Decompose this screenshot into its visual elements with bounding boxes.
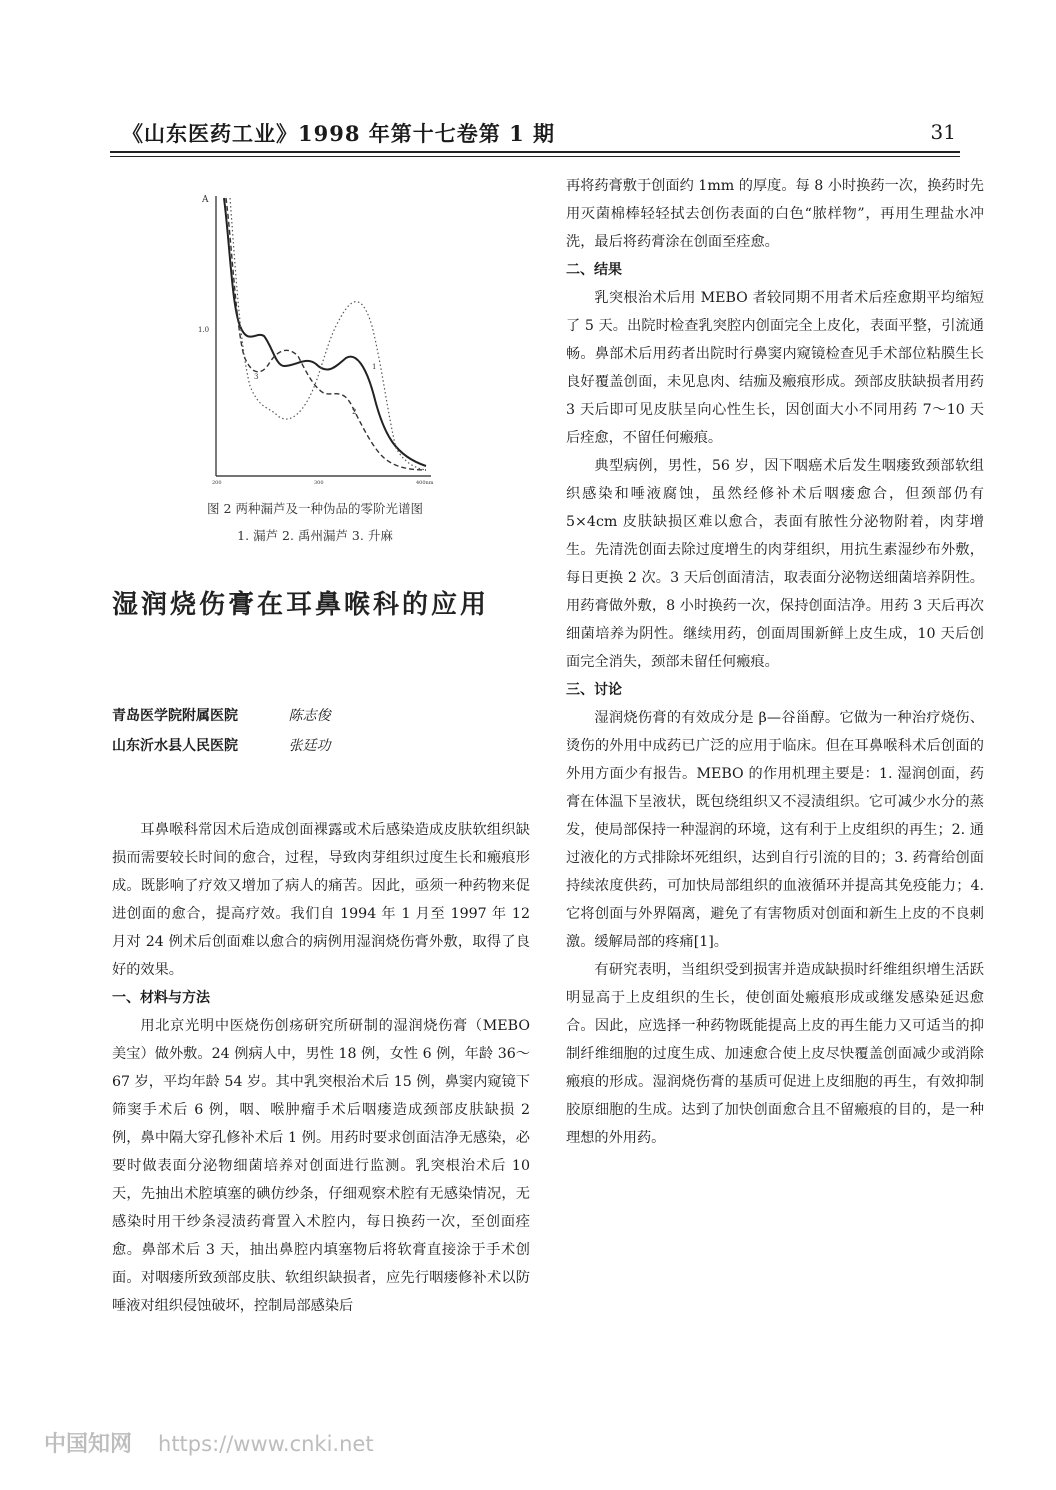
- section-heading-methods: 一、材料与方法: [112, 990, 210, 1006]
- header-rule-thick: [110, 151, 960, 153]
- x-tick-label-3: 400nm: [416, 480, 434, 486]
- section-heading-discussion: 三、讨论: [566, 682, 622, 698]
- curve-1-series: [224, 198, 426, 466]
- cnki-url: https://www.cnki.net: [158, 1432, 374, 1456]
- caption-title: 图 2 两种漏芦及一种伪品的零阶光谱图: [207, 501, 423, 516]
- closing-paragraph: 有研究表明，当组织受到损害并造成缺损时纤维组织增生活跃明显高于上皮组织的生长，使创面处瘢痕形成或继发感染延迟愈合。因此，应选择一种药物既能提高上皮的再生能力又可适当的抑制纤维细胞的过度生成、加速愈合使上皮尽快覆盖创面减少或消除瘢痕的形成。湿润烧伤膏的基质可促进上皮细胞的再生，有效抑制胶原细胞的生成。达到了加快创面愈合且不留瘢痕的目的，是一种理想的外用药。: [566, 962, 984, 1146]
- curve-3-series: [230, 198, 426, 470]
- y-tick-label: 1.0: [198, 326, 210, 334]
- curve-label-2: 2: [352, 408, 357, 416]
- results-paragraph: 乳突根治术后用 MEBO 者较同期不用者术后痊愈期平均缩短了 5 天。出院时检查乳突腔内创面完全上皮化，表面平整，引流通畅。鼻部术后用药者出院时行鼻窦内窥镜检查见手术部位粘膜生长良好覆盖创面，未见息肉、结痂及瘢痕形成。颈部皮肤缺损者用药 3 天后即可见皮肤呈向心性生长，因创面大小不同用药 7～10 天后痊愈，不留任何瘢痕。: [566, 290, 984, 446]
- author-affiliation: 青岛医学院附属医院: [112, 708, 238, 724]
- spectrum-figure: [196, 186, 436, 486]
- curve-label-3: 3: [254, 373, 259, 381]
- cnki-watermark: [44, 1427, 374, 1458]
- article-title: 湿润烧伤膏在耳鼻喉科的应用: [112, 590, 490, 620]
- author-name: 张廷功: [288, 738, 331, 754]
- journal-citation: 《山东医药工业》1998 年第十七卷第 1 期: [122, 121, 555, 146]
- author-affiliation: 山东沂水县人民医院: [112, 738, 238, 754]
- left-column: [112, 816, 530, 1320]
- intro-paragraph: 耳鼻喉科常因术后造成创面裸露或术后感染造成皮肤软组织缺损而需要较长时间的愈合，过程，导致肉芽组织过度生长和瘢痕形成。既影响了疗效又增加了病人的痛苦。因此，亟须一种药物来促进创面的愈合，提高疗效。我们自 1994 年 1 月至 1997 年 12 月对 24 例术后创面难以愈合的病例用湿润烧伤膏外敷，取得了良好的效果。: [112, 822, 530, 978]
- x-tick-label-2: 300: [314, 480, 324, 486]
- cnki-logo-text: 中国知网: [44, 1432, 133, 1457]
- figure-caption: [150, 495, 480, 549]
- discussion-paragraph: 湿润烧伤膏的有效成分是 β—谷甾醇。它做为一种治疗烧伤、烫伤的外用中成药已广泛的应用于临床。但在耳鼻喉科术后创面的外用方面少有报告。MEBO 的作用机理主要是：1. 湿润创面，药膏在体温下呈液状，既包绕组织又不浸渍组织。它可减少水分的蒸发，使局部保持一种湿润的环境，这有利于上皮组织的再生；2. 通过液化的方式排除坏死组织，达到自行引流的目的；3. 药膏给创面持续浓度供药，可加快局部组织的血液循环并提高其免疫能力；4. 它将创面与外界隔离，避免了有害物质对创面和新生上皮的不良刺激。缓解局部的疼痛[1]。: [566, 710, 984, 950]
- y-axis-label: A: [202, 195, 209, 205]
- curve-label-1: 1: [372, 363, 377, 371]
- curve-2-series: [226, 198, 426, 470]
- author-line: [112, 731, 532, 761]
- caption-legend: 1. 漏芦 2. 禹州漏芦 3. 升麻: [237, 528, 393, 543]
- methods-continuation: 再将药膏敷于创面约 1mm 的厚度。每 8 小时换药一次，换药时先用灭菌棉棒轻轻拭去创伤表面的白色“脓样物”，再用生理盐水冲洗，最后将药膏涂在创面至痊愈。: [566, 178, 984, 250]
- case-paragraph: 典型病例，男性，56 岁，因下咽癌术后发生咽瘘致颈部软组织感染和唾液腐蚀，虽然经修补术后咽瘘愈合，但颈部仍有 5×4cm 皮肤缺损区难以愈合，表面有脓性分泌物附着，肉芽增生。先清洗创面去除过度增生的肉芽组织，用抗生素湿纱布外敷，每日更换 2 次。3 天后创面清洁，取表面分泌物送细菌培养阴性。用药膏做外敷，8 小时换药一次，保持创面洁净。用药 3 天后再次细菌培养为阴性。继续用药，创面周围新鲜上皮生成，10 天后创面完全消失，颈部未留任何瘢痕。: [566, 458, 984, 670]
- header-rule-thin: [110, 156, 960, 157]
- author-block: [112, 701, 532, 761]
- author-line: [112, 701, 532, 731]
- section-heading-results: 二、结果: [566, 262, 622, 278]
- right-column: [566, 172, 984, 1152]
- methods-paragraph: 用北京光明中医烧伤创疡研究所研制的湿润烧伤膏（MEBO 美宝）做外敷。24 例病人中，男性 18 例，女性 6 例，年龄 36～67 岁，平均年龄 54 岁。其中乳突根治术后 15 例，鼻窦内窥镜下筛窦手术后 6 例，咽、喉肿瘤手术后咽瘘造成颈部皮肤缺损 2 例，鼻中隔大穿孔修补术后 1 例。用药时要求创面洁净无感染，必要时做表面分泌物细菌培养对创面进行监测。乳突根治术后 10 天，先抽出术腔填塞的碘仿纱条，仔细观察术腔有无感染情况，无感染时用干纱条浸渍药膏置入术腔内，每日换药一次，至创面痊愈。鼻部术后 3 天，抽出鼻腔内填塞物后将软膏直接涂于手术创面。对咽瘘所致颈部皮肤、软组织缺损者，应先行咽瘘修补术以防唾液对组织侵蚀破坏，控制局部感染后: [112, 1018, 530, 1314]
- x-tick-label-1: 200: [212, 480, 222, 486]
- running-header: [110, 118, 960, 152]
- page-number: 31: [930, 120, 956, 144]
- author-name: 陈志俊: [288, 708, 331, 724]
